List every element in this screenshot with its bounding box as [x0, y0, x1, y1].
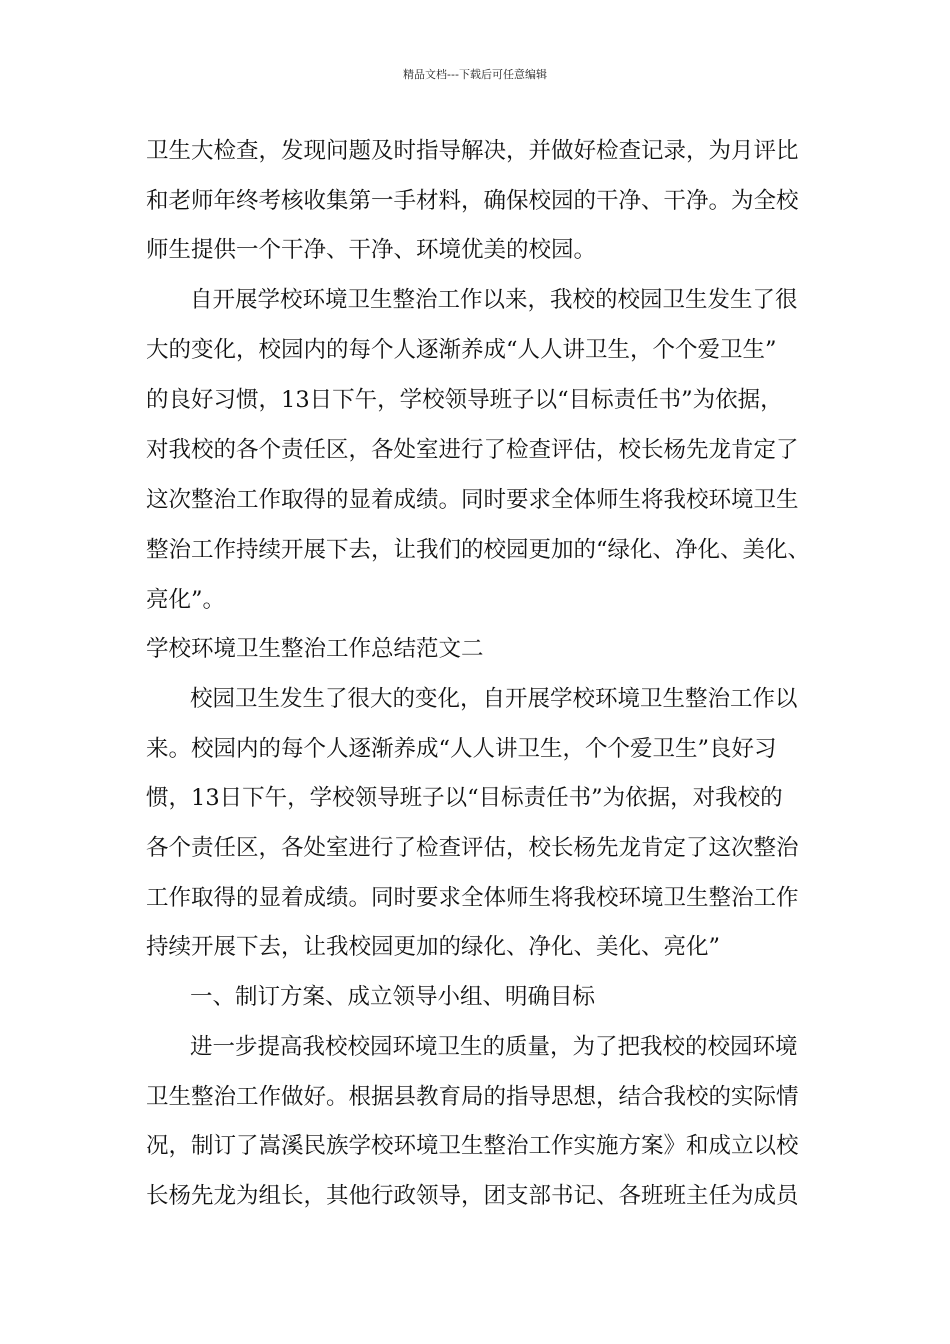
text-line: 进一步提高我校校园环境卫生的质量，为了把我校的校园环境 — [190, 1034, 798, 1060]
text-line: 校园卫生发生了很大的变化，自开展学校环境卫生整治工作以 — [190, 686, 798, 712]
text-line: 自开展学校环境卫生整治工作以来，我校的校园卫生发生了很 — [190, 287, 798, 313]
text-line: 工作取得的显着成绩。同时要求全体师生将我校环境卫生整治工作 — [146, 885, 799, 911]
page-header: 精品文档---下载后可任意编辑 — [403, 68, 547, 81]
text-line: 持续开展下去，让我校园更加的绿化、净化、美化、亮化” — [146, 934, 721, 960]
section-heading: 学校环境卫生整治工作总结范文二 — [146, 636, 484, 662]
text-line: 亮化”。 — [146, 587, 226, 613]
text-line: 大的变化，校园内的每个人逐渐养成“人人讲卫生，个个爱卫生” — [146, 337, 777, 363]
text-line: 惯，13日下午，学校领导班子以“目标责任书”为依据，对我校的 — [146, 785, 783, 811]
text-line: 长杨先龙为组长，其他行政领导，团支部书记、各班班主任为成员 — [146, 1183, 799, 1209]
text-line: 对我校的各个责任区，各处室进行了检查评估，校长杨先龙肯定了 — [146, 437, 799, 463]
subheading: 一、制订方案、成立领导小组、明确目标 — [190, 984, 596, 1010]
text-line: 整治工作持续开展下去，让我们的校园更加的“绿化、净化、美化、 — [146, 537, 811, 563]
text-line: 各个责任区，各处室进行了检查评估，校长杨先龙肯定了这次整治 — [146, 835, 799, 861]
text-line: 和老师年终考核收集第一手材料，确保校园的干净、干净。为全校 — [146, 188, 799, 214]
text-line: 的良好习惯，13日下午，学校领导班子以“目标责任书”为依据， — [146, 387, 783, 413]
text-line: 卫生整治工作做好。根据县教育局的指导思想，结合我校的实际情 — [146, 1084, 799, 1110]
text-line: 卫生大检查，发现问题及时指导解决，并做好检查记录，为月评比 — [146, 138, 799, 164]
text-line: 这次整治工作取得的显着成绩。同时要求全体师生将我校环境卫生 — [146, 487, 799, 513]
text-line: 来。校园内的每个人逐渐养成“人人讲卫生，个个爱卫生”良好习 — [146, 736, 777, 762]
text-line: 况，制订了嵩溪民族学校环境卫生整治工作实施方案》和成立以校 — [146, 1133, 799, 1159]
text-line: 师生提供一个干净、干净、环境优美的校园。 — [146, 237, 597, 263]
